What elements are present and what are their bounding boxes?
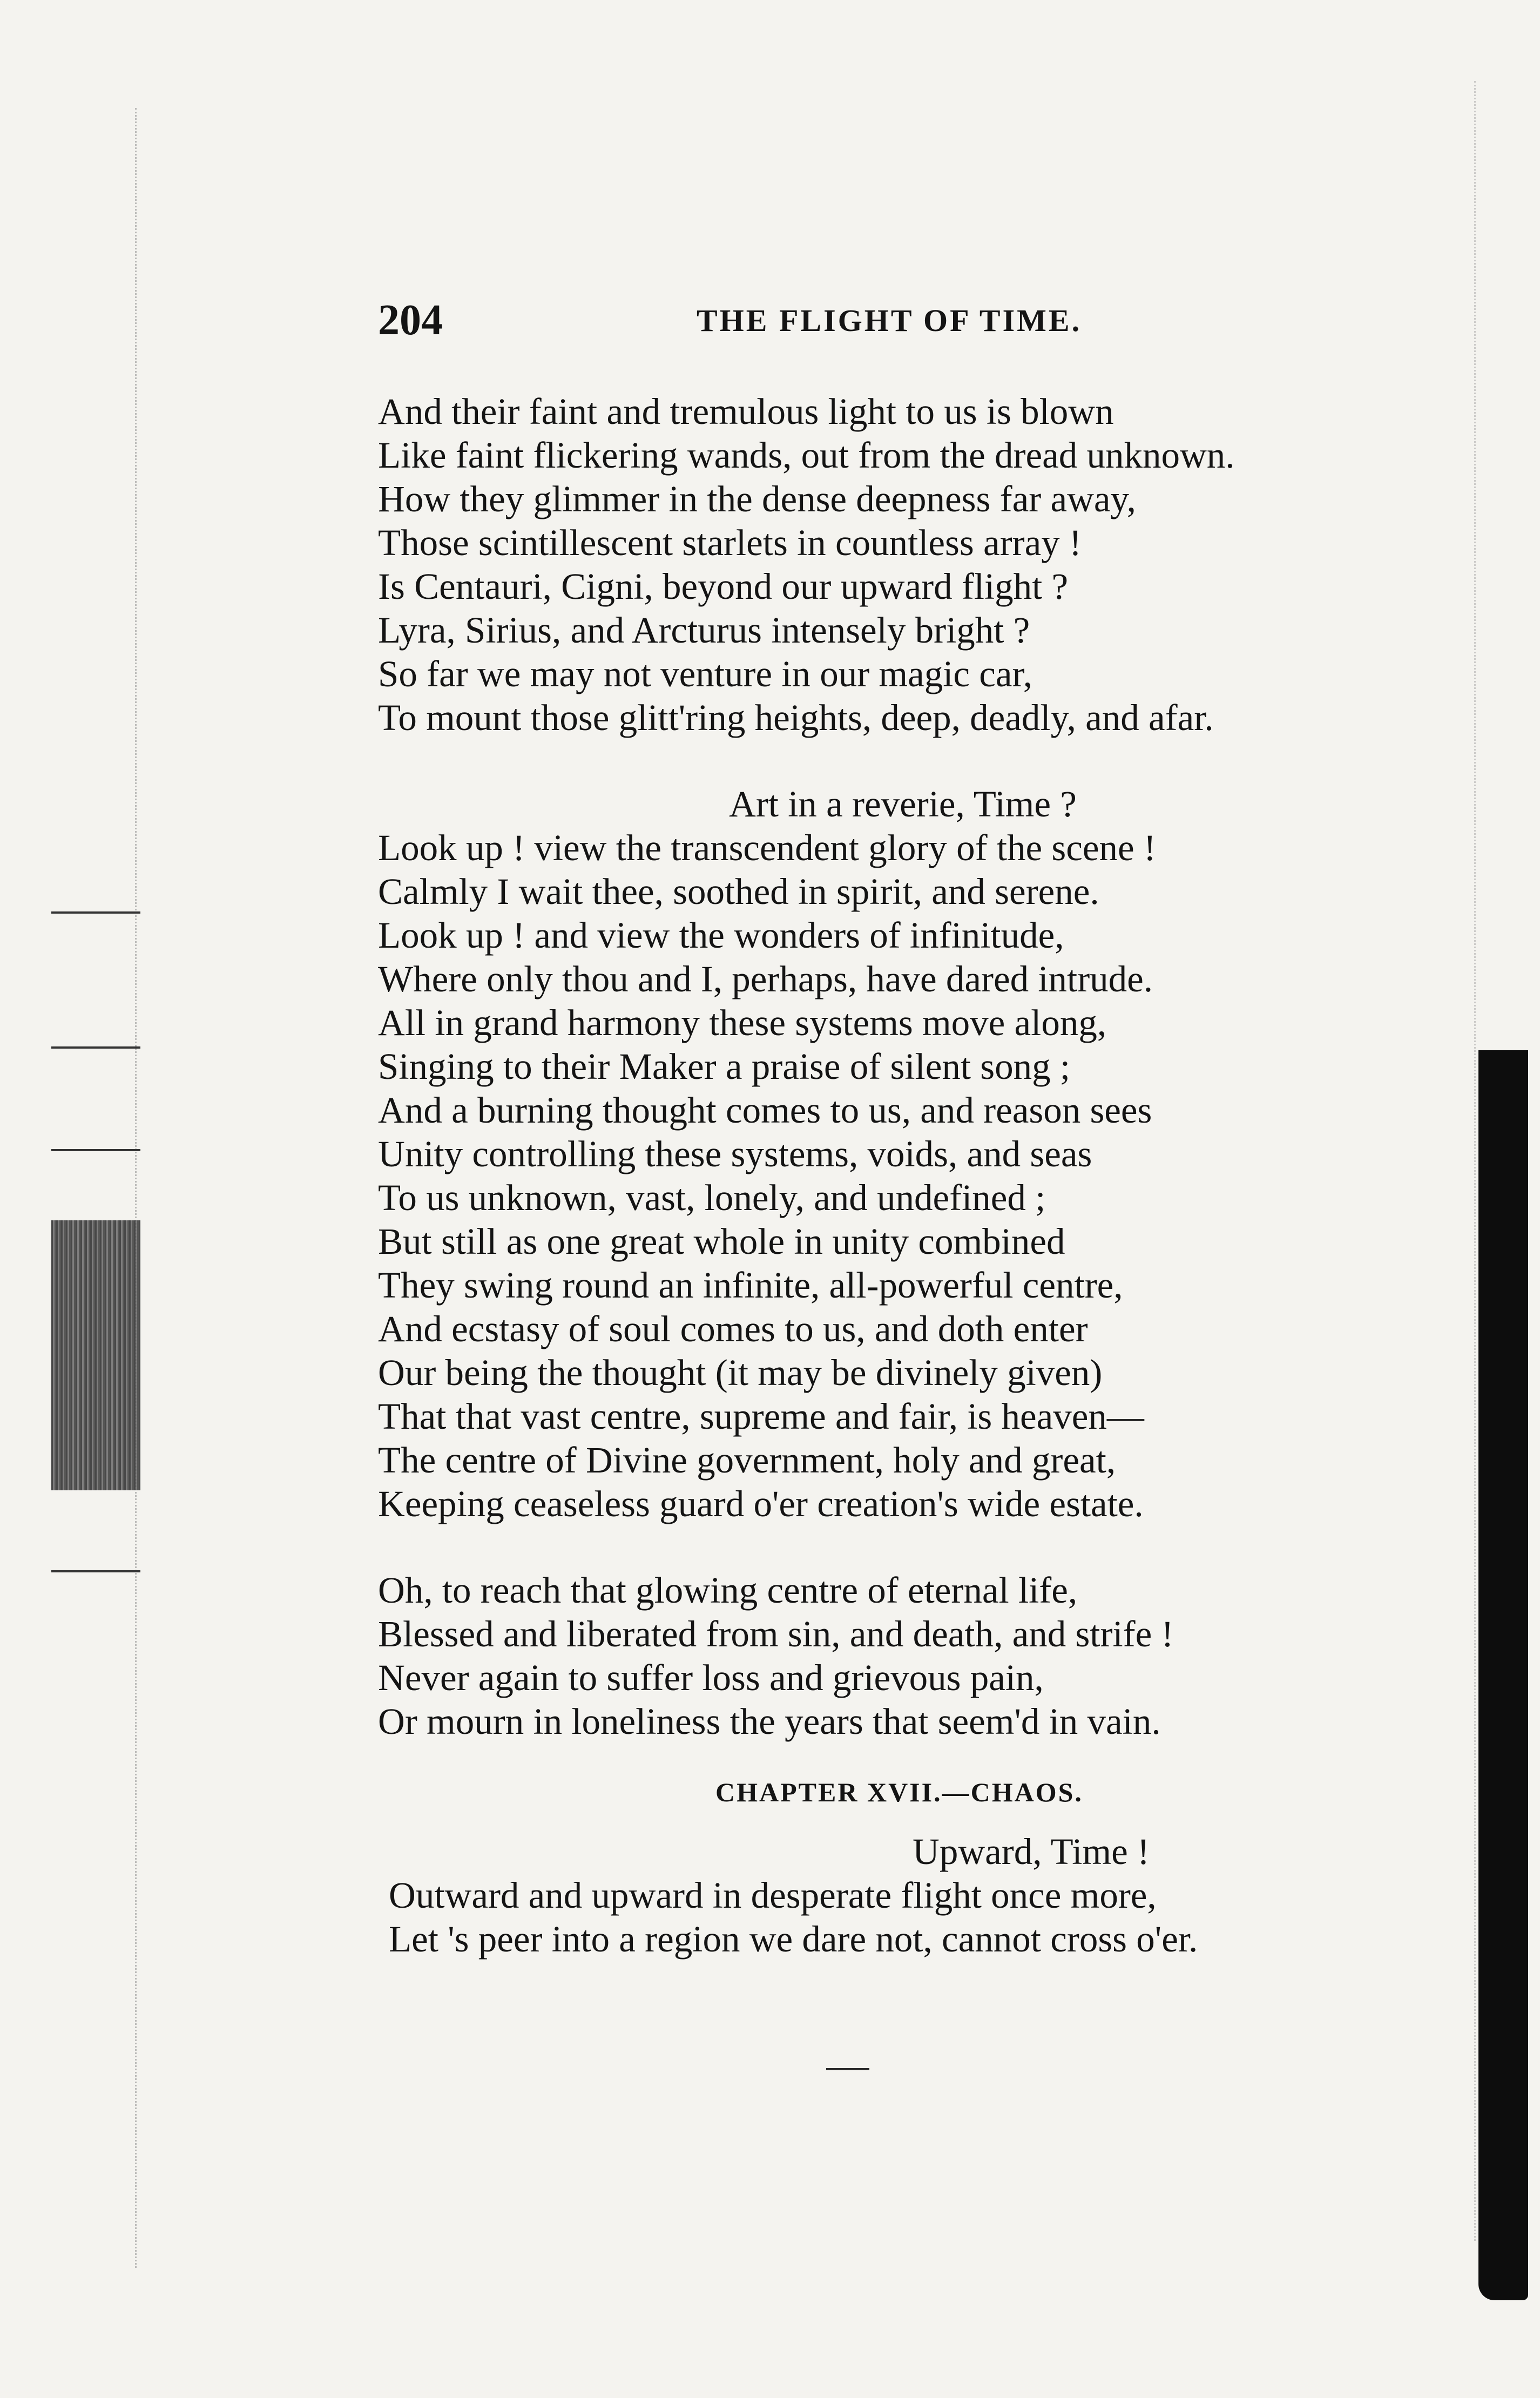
verse-line: Never again to suffer loss and grievous pain, xyxy=(378,1657,1044,1698)
verse-line: Oh, to reach that glowing centre of eternal life, xyxy=(378,1570,1078,1611)
end-rule xyxy=(826,2068,869,2070)
verse-line: And their faint and tremulous light to us is blown xyxy=(378,391,1114,432)
scan-edge-left xyxy=(135,108,140,2268)
bleed-through-rule xyxy=(51,911,140,914)
verse-line: So far we may not venture in our magic car, xyxy=(378,653,1032,694)
verse-line: But still as one great whole in unity combined xyxy=(378,1221,1065,1262)
verse-line: Art in a reverie, Time ? xyxy=(729,783,1077,825)
stanza-break xyxy=(378,740,1436,782)
verse-line: To mount those glitt'ring heights, deep, deadly, and afar. xyxy=(378,697,1214,738)
stanza xyxy=(378,1830,1436,1961)
verse-line: Singing to their Maker a praise of silent song ; xyxy=(378,1046,1071,1087)
stanza xyxy=(378,390,1436,740)
book-spine-shadow xyxy=(1478,1050,1528,2300)
verse-line: Keeping ceaseless guard o'er creation's wide estate. xyxy=(378,1483,1144,1524)
verse-line: Like faint flickering wands, out from the dread unknown. xyxy=(378,435,1235,476)
page-number: 204 xyxy=(378,296,443,344)
poem-body xyxy=(378,390,1436,1961)
verse-line: How they glimmer in the dense deepness far away, xyxy=(378,478,1136,519)
verse-line: Where only thou and I, perhaps, have dared intrude. xyxy=(378,958,1153,999)
bleed-through-rule xyxy=(51,1570,140,1572)
bleed-through-block xyxy=(51,1220,140,1490)
verse-line: Our being the thought (it may be divinely given) xyxy=(378,1352,1103,1393)
running-head: THE FLIGHT OF TIME. xyxy=(697,303,1082,338)
verse-line: Blessed and liberated from sin, and death, and strife ! xyxy=(378,1613,1174,1654)
verse-line: To us unknown, vast, lonely, and undefined ; xyxy=(378,1177,1046,1218)
verse-line: The centre of Divine government, holy and great, xyxy=(378,1440,1116,1481)
stanza-break xyxy=(378,1526,1436,1569)
verse-line: Or mourn in loneliness the years that seem'd in vain. xyxy=(378,1701,1161,1742)
bleed-through-rule xyxy=(51,1046,140,1049)
verse-line: Calmly I wait thee, soothed in spirit, and serene. xyxy=(378,871,1099,912)
verse-line: They swing round an infinite, all-powerful centre, xyxy=(378,1265,1123,1306)
scan-edge-right xyxy=(1474,81,1478,2241)
verse-line: All in grand harmony these systems move along, xyxy=(378,1002,1107,1043)
verse-line: Upward, Time ! xyxy=(913,1831,1150,1872)
verse-line: Unity controlling these systems, voids, and seas xyxy=(378,1133,1092,1174)
verse-line: Is Centauri, Cigni, beyond our upward flight ? xyxy=(378,566,1069,607)
chapter-heading: CHAPTER XVII.—CHAOS. xyxy=(715,1777,1083,1807)
verse-line: Let 's peer into a region we dare not, cannot cross o'er. xyxy=(389,1919,1198,1960)
verse-line: Look up ! view the transcendent glory of the scene ! xyxy=(378,827,1156,868)
verse-line: Look up ! and view the wonders of infinitude, xyxy=(378,915,1064,956)
page-header xyxy=(378,296,1328,344)
verse-line: That that vast centre, supreme and fair, is heaven— xyxy=(378,1396,1144,1437)
verse-line: Lyra, Sirius, and Arcturus intensely bright ? xyxy=(378,610,1030,651)
bleed-through-rule xyxy=(51,1149,140,1151)
verse-line: And ecstasy of soul comes to us, and doth enter xyxy=(378,1308,1088,1349)
verse-line: Outward and upward in desperate flight once more, xyxy=(389,1875,1157,1916)
stanza xyxy=(378,1569,1436,1744)
verse-line: And a burning thought comes to us, and reason sees xyxy=(378,1090,1152,1131)
verse-line: Those scintillescent starlets in countless array ! xyxy=(378,522,1082,563)
stanza xyxy=(378,782,1436,1526)
